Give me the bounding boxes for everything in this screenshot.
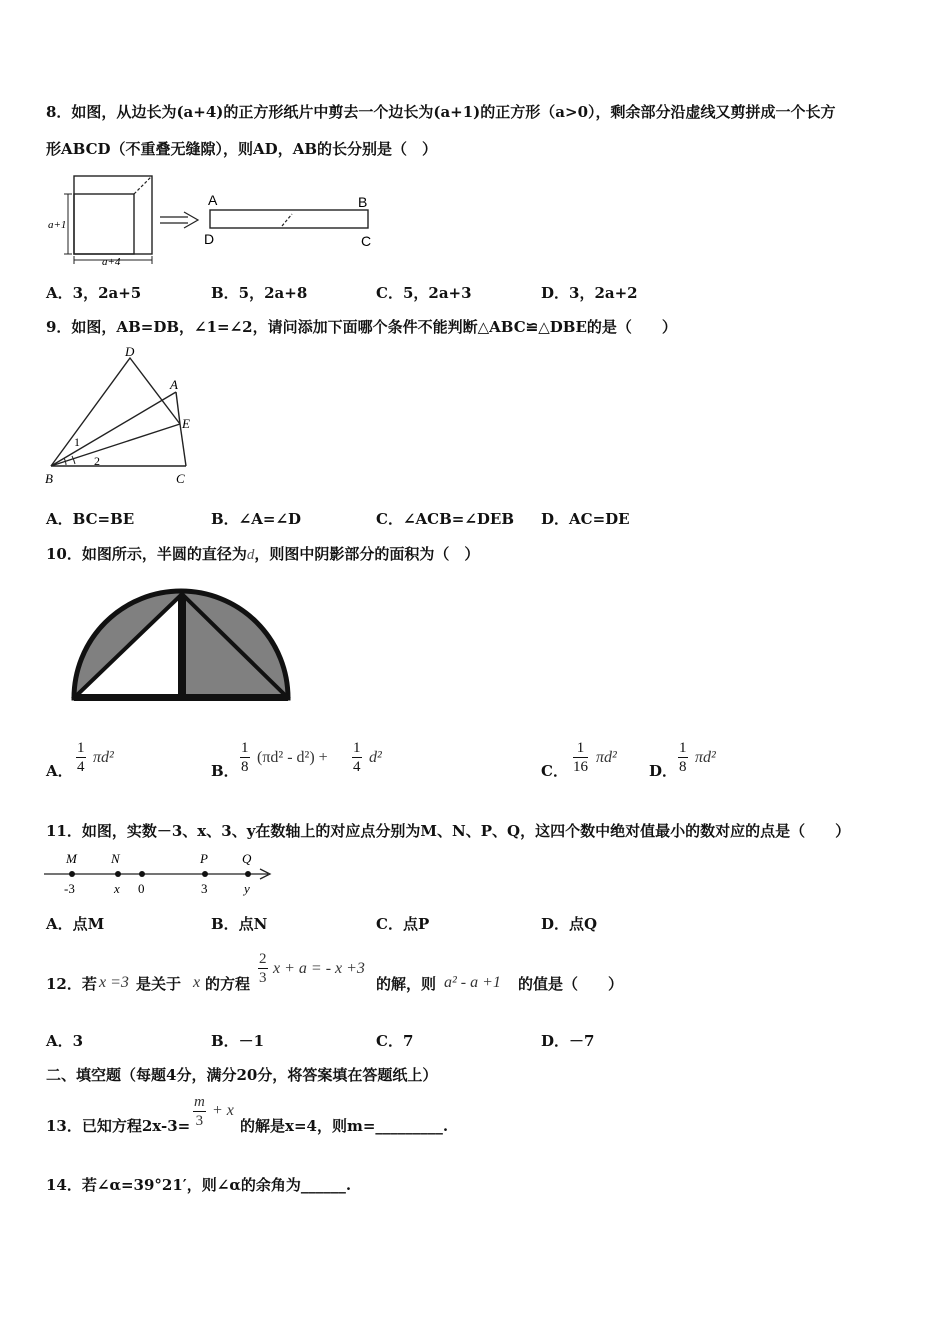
q13-stem-p2[interactable]: 的解是x=4，则m=_________. bbox=[240, 1117, 449, 1135]
q12-var: x bbox=[193, 974, 201, 991]
q10-b-num2: 1 bbox=[353, 740, 361, 756]
q9-option-c[interactable]: C．∠ACB=∠DEB bbox=[376, 510, 515, 528]
q12-option-d[interactable]: D．－7 bbox=[541, 1032, 595, 1050]
q11-point-Q: Q bbox=[242, 851, 252, 866]
q11-value-3: 3 bbox=[201, 881, 208, 896]
q8-option-d[interactable]: D．3，2a+2 bbox=[541, 284, 638, 302]
q10-option-b-fraction bbox=[240, 739, 250, 776]
q12-frac-num: 2 bbox=[259, 951, 267, 967]
q9-option-d[interactable]: D．AC=DE bbox=[541, 510, 630, 528]
q10-option-c-label[interactable]: C． bbox=[541, 762, 568, 780]
q10-option-d-expr: πd² bbox=[695, 749, 716, 766]
q9-label-D: D bbox=[125, 344, 135, 359]
q8-option-b[interactable]: B．5，2a+8 bbox=[211, 284, 308, 302]
q9-label-E: E bbox=[182, 416, 190, 431]
q10-option-a-label[interactable]: A． bbox=[46, 762, 73, 780]
q10-option-a-expr: πd² bbox=[93, 749, 114, 766]
q8-stem-line1: 8．如图，从边长为(a+4)的正方形纸片中剪去一个边长为(a+1)的正方形（a>0），剩余部分沿虚线又剪拼成一个长方 bbox=[46, 103, 836, 121]
q8-label-C: C bbox=[361, 233, 372, 249]
q12-stem-p4: 的解，则 bbox=[376, 975, 437, 993]
q10-stem-start: 10．如图所示，半圆的直径为 bbox=[46, 545, 247, 563]
q10-b-den2: 4 bbox=[353, 759, 361, 775]
q10-option-b-expr2: d² bbox=[369, 749, 382, 766]
section-fill-in-heading: 二、填空题（每题4分，满分20分，将答案填在答题纸上） bbox=[46, 1066, 438, 1084]
q11-option-a[interactable]: A．点M bbox=[46, 915, 105, 933]
q10-option-b-expr: (πd² - d²) + bbox=[257, 749, 328, 766]
q10-semicircle-figure bbox=[68, 582, 294, 706]
q8-stem-line2: 形ABCD（不重叠无缝隙），则AD，AB的长分别是（ ） bbox=[46, 140, 438, 158]
q11-option-d[interactable]: D．点Q bbox=[541, 915, 598, 933]
q13-frac-num: m bbox=[194, 1094, 205, 1110]
q11-option-b[interactable]: B．点N bbox=[211, 915, 268, 933]
q12-equation: x + a = - x +3 bbox=[273, 960, 365, 977]
q11-point-M: M bbox=[66, 851, 77, 866]
q10-option-d-fraction bbox=[678, 739, 688, 776]
q13-stem-p1: 13．已知方程2x-3= bbox=[46, 1117, 191, 1135]
q8-figure bbox=[48, 172, 388, 267]
q10-stem bbox=[46, 545, 479, 564]
q11-number-line bbox=[44, 850, 276, 900]
q10-var: d bbox=[246, 547, 255, 563]
q8-bottom-label: a+4 bbox=[102, 256, 121, 268]
q9-stem: 9．如图，AB=DB，∠1=∠2，请问添加下面哪个条件不能判断△ABC≌△DBE的是（ ） bbox=[46, 318, 677, 336]
q11-value-x: x bbox=[114, 881, 120, 896]
q12-option-c[interactable]: C．7 bbox=[376, 1032, 414, 1050]
q11-value-0: 0 bbox=[138, 881, 145, 896]
q9-angle1-label: 1 bbox=[74, 435, 80, 449]
q9-angle2-label: 2 bbox=[94, 454, 100, 468]
q10-stem-end: ，则图中阴影部分的面积为（ ） bbox=[254, 545, 480, 563]
q9-label-B: B bbox=[45, 471, 53, 486]
q12-stem-p2: 是关于 bbox=[136, 975, 182, 993]
q8-label-B: B bbox=[358, 194, 368, 210]
q10-option-c-fraction bbox=[573, 739, 588, 776]
q12-condition: x =3 bbox=[99, 974, 129, 991]
q10-b-num: 1 bbox=[241, 740, 249, 756]
q10-a-num: 1 bbox=[77, 740, 85, 756]
q10-d-den: 8 bbox=[679, 759, 687, 775]
q10-option-b-fraction2 bbox=[352, 739, 362, 776]
q12-option-a[interactable]: A．3 bbox=[46, 1032, 84, 1050]
q10-option-a-fraction bbox=[76, 739, 86, 776]
q10-c-num: 1 bbox=[573, 739, 588, 758]
q11-point-P: P bbox=[200, 851, 208, 866]
q14-stem[interactable]: 14．若∠α=39°21′，则∠α的余角为______. bbox=[46, 1176, 352, 1194]
q12-frac-den: 3 bbox=[259, 970, 267, 986]
q9-option-a[interactable]: A．BC=BE bbox=[46, 510, 135, 528]
q9-label-C: C bbox=[176, 471, 185, 486]
q9-label-A: A bbox=[170, 377, 178, 392]
q12-stem-p5: 的值是（ ） bbox=[518, 975, 624, 993]
q10-d-num: 1 bbox=[679, 740, 687, 756]
q11-value-neg3: -3 bbox=[64, 881, 75, 896]
q8-option-a[interactable]: A．3，2a+5 bbox=[46, 284, 142, 302]
q12-expression: a² - a +1 bbox=[444, 974, 501, 991]
q10-option-c-expr: πd² bbox=[596, 749, 617, 766]
q11-stem: 11．如图，实数－3、x、3、y在数轴上的对应点分别为M、N、P、Q，这四个数中绝对值最小的数对应的点是（ ） bbox=[46, 822, 851, 840]
q10-c-den: 16 bbox=[573, 759, 588, 775]
q8-side-label: a+1 bbox=[48, 219, 67, 231]
q11-point-N: N bbox=[111, 851, 120, 866]
q12-stem-p1: 12．若 bbox=[46, 975, 97, 993]
q11-value-y: y bbox=[244, 881, 250, 896]
q12-stem-p3: 的方程 bbox=[205, 975, 251, 993]
q8-label-A: A bbox=[208, 192, 218, 208]
q9-option-b[interactable]: B．∠A=∠D bbox=[211, 510, 302, 528]
q10-a-den: 4 bbox=[77, 759, 85, 775]
q12-fraction bbox=[258, 950, 268, 987]
q13-plus-x: + x bbox=[212, 1102, 234, 1119]
q8-option-c[interactable]: C．5，2a+3 bbox=[376, 284, 472, 302]
q10-b-den: 8 bbox=[241, 759, 249, 775]
q13-frac-den: 3 bbox=[195, 1113, 204, 1129]
q9-figure bbox=[40, 342, 200, 492]
q12-option-b[interactable]: B．－1 bbox=[211, 1032, 265, 1050]
q8-label-D: D bbox=[204, 231, 215, 247]
q13-fraction bbox=[193, 1093, 206, 1130]
q10-option-b-label[interactable]: B． bbox=[211, 762, 239, 780]
q10-option-d-label[interactable]: D． bbox=[649, 762, 678, 780]
q11-option-c[interactable]: C．点P bbox=[376, 915, 430, 933]
